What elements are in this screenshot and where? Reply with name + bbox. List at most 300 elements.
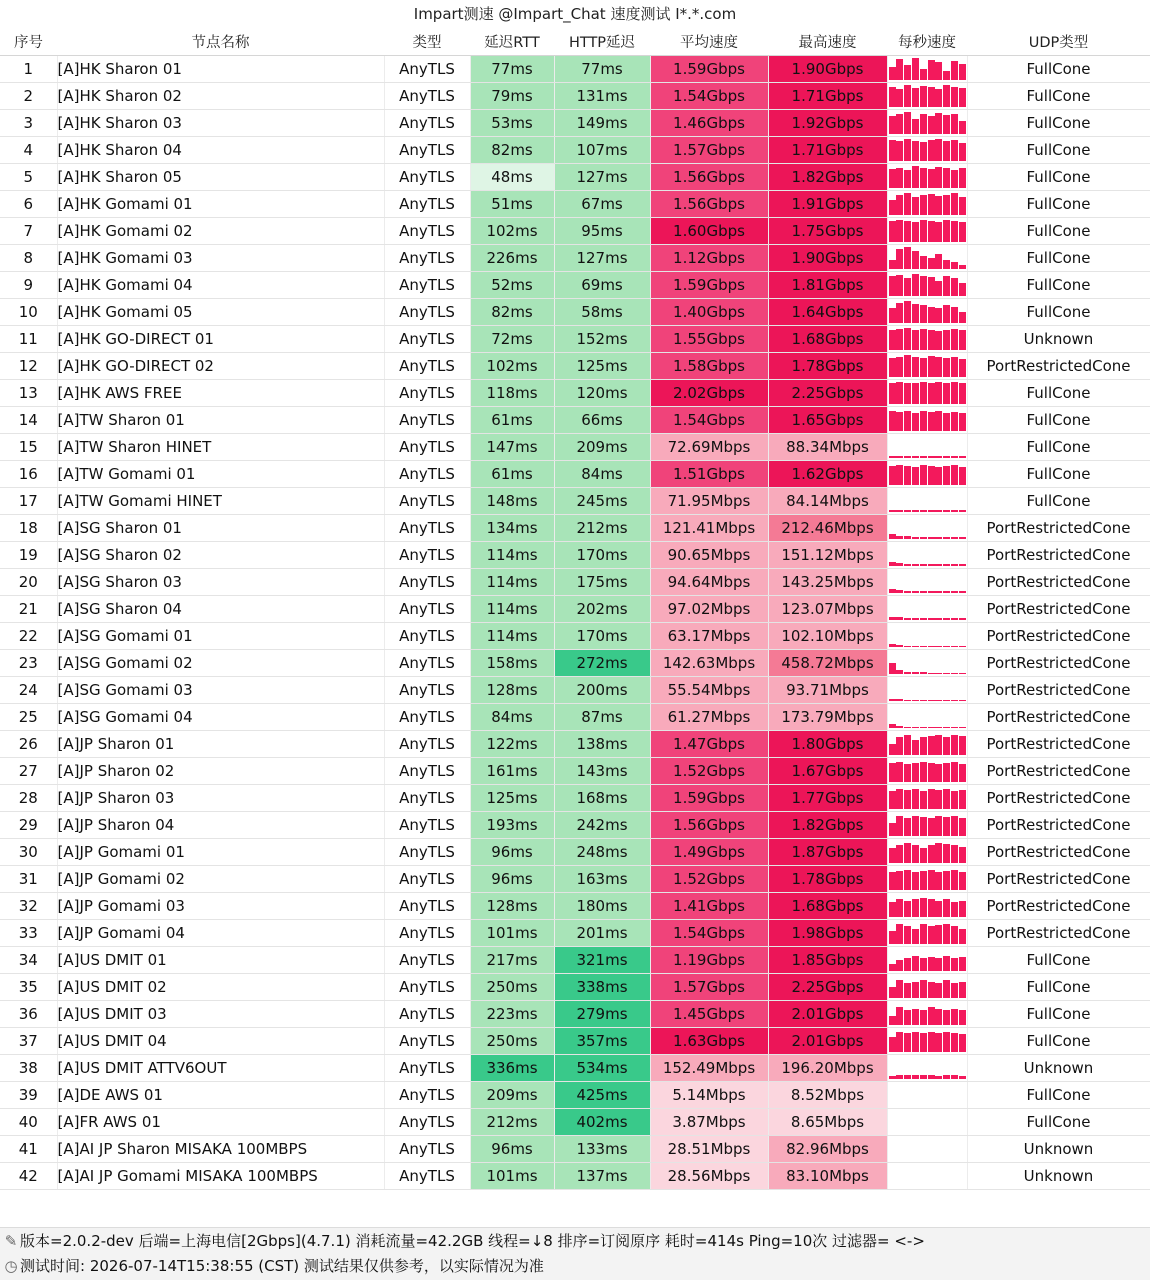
max-speed-value: 1.80Gbps <box>768 731 887 758</box>
speed-bar <box>920 1010 927 1025</box>
udp-type-value: FullCone <box>967 1028 1150 1055</box>
node-name: [A]HK GO-DIRECT 02 <box>57 353 384 380</box>
speed-sparkline <box>889 1030 967 1052</box>
row-index: 37 <box>0 1028 57 1055</box>
udp-type-value: Unknown <box>967 1055 1150 1082</box>
udp-type-value: FullCone <box>967 1001 1150 1028</box>
node-name: [A]JP Gomami 01 <box>57 839 384 866</box>
speed-sparkline <box>889 1084 967 1106</box>
speed-sparkline <box>889 1138 967 1160</box>
speed-bar <box>928 537 935 539</box>
speed-bar <box>943 85 950 107</box>
row-index: 32 <box>0 893 57 920</box>
node-name: [A]HK Sharon 03 <box>57 110 384 137</box>
max-speed-value: 93.71Mbps <box>768 677 887 704</box>
per-second-speed-graph <box>887 1082 967 1109</box>
http-latency-value: 170ms <box>554 623 650 650</box>
node-name: [A]US DMIT 02 <box>57 974 384 1001</box>
speed-bar <box>935 467 942 485</box>
speed-bar <box>928 564 935 566</box>
speed-bar <box>951 307 958 324</box>
speed-bar <box>928 140 935 161</box>
row-index: 8 <box>0 245 57 272</box>
node-name: [A]JP Sharon 04 <box>57 812 384 839</box>
node-name: [A]SG Sharon 01 <box>57 515 384 542</box>
per-second-speed-graph <box>887 272 967 299</box>
node-type: AnyTLS <box>384 137 470 164</box>
speed-sparkline <box>889 139 967 161</box>
speed-bar <box>935 1033 942 1052</box>
node-type: AnyTLS <box>384 353 470 380</box>
node-name: [A]JP Gomami 04 <box>57 920 384 947</box>
speed-bar <box>904 818 911 836</box>
speed-bar <box>943 1010 950 1025</box>
speed-bar <box>912 251 919 269</box>
max-speed-value: 1.92Gbps <box>768 110 887 137</box>
rtt-value: 82ms <box>470 299 554 326</box>
speed-bar <box>904 65 911 80</box>
max-speed-value: 1.71Gbps <box>768 83 887 110</box>
table-row <box>0 353 1150 380</box>
speed-bar <box>896 726 903 728</box>
speed-bar <box>951 816 958 836</box>
speed-bar <box>935 901 942 918</box>
max-speed-value: 1.82Gbps <box>768 164 887 191</box>
speed-bar <box>943 456 950 458</box>
speed-bar <box>912 166 919 188</box>
speed-bar <box>889 87 896 107</box>
speed-bar <box>889 67 896 80</box>
row-index: 33 <box>0 920 57 947</box>
row-index: 12 <box>0 353 57 380</box>
rtt-value: 114ms <box>470 623 554 650</box>
per-second-speed-graph <box>887 596 967 623</box>
speed-bar <box>904 278 911 296</box>
node-name: [A]TW Gomami HINET <box>57 488 384 515</box>
speed-bar <box>928 194 935 215</box>
node-type: AnyTLS <box>384 245 470 272</box>
avg-speed-value: 1.19Gbps <box>650 947 768 974</box>
max-speed-value: 458.72Mbps <box>768 650 887 677</box>
speed-bar <box>928 87 935 107</box>
avg-speed-value: 1.12Gbps <box>650 245 768 272</box>
per-second-speed-graph <box>887 380 967 407</box>
speed-bar <box>896 329 903 350</box>
speed-bar <box>959 764 966 782</box>
row-index: 7 <box>0 218 57 245</box>
node-type: AnyTLS <box>384 434 470 461</box>
speed-sparkline <box>889 58 967 80</box>
speed-bar <box>959 456 966 458</box>
speed-bar <box>951 983 958 998</box>
speed-bar <box>951 845 958 863</box>
http-latency-value: 201ms <box>554 920 650 947</box>
speed-bar <box>935 382 942 404</box>
speed-bar <box>912 1075 919 1079</box>
speed-bar <box>959 700 966 701</box>
header-avg-speed: 平均速度 <box>650 28 768 56</box>
rtt-value: 114ms <box>470 542 554 569</box>
node-type: AnyTLS <box>384 1001 470 1028</box>
table-row <box>0 596 1150 623</box>
speed-bar <box>959 265 966 269</box>
node-type: AnyTLS <box>384 191 470 218</box>
speed-bar <box>959 646 966 647</box>
table-row <box>0 569 1150 596</box>
speed-sparkline <box>889 490 967 512</box>
node-name: [A]AI JP Gomami MISAKA 100MBPS <box>57 1163 384 1190</box>
speed-bar <box>920 700 927 701</box>
udp-type-value: FullCone <box>967 1082 1150 1109</box>
rtt-value: 53ms <box>470 110 554 137</box>
speed-bar <box>951 618 958 620</box>
speed-bar <box>959 872 966 890</box>
max-speed-value: 123.07Mbps <box>768 596 887 623</box>
speed-bar <box>943 168 950 188</box>
node-type: AnyTLS <box>384 83 470 110</box>
speed-bar <box>951 870 958 890</box>
node-type: AnyTLS <box>384 488 470 515</box>
avg-speed-value: 1.59Gbps <box>650 56 768 83</box>
speed-bar <box>920 465 927 485</box>
speed-bar <box>889 200 896 215</box>
speed-bar <box>912 304 919 323</box>
table-row <box>0 1109 1150 1136</box>
speed-sparkline <box>889 436 967 458</box>
avg-speed-value: 1.56Gbps <box>650 164 768 191</box>
speed-bar <box>935 308 942 323</box>
speed-bar <box>912 467 919 485</box>
speed-bar <box>912 141 919 161</box>
max-speed-value: 1.91Gbps <box>768 191 887 218</box>
speed-bar <box>889 169 896 188</box>
node-type: AnyTLS <box>384 1028 470 1055</box>
node-name: [A]HK Sharon 04 <box>57 137 384 164</box>
speed-bar <box>928 169 935 188</box>
rtt-value: 128ms <box>470 677 554 704</box>
speed-bar <box>943 1032 950 1052</box>
speed-bar <box>904 1010 911 1025</box>
node-name: [A]SG Sharon 03 <box>57 569 384 596</box>
speed-bar <box>943 466 950 485</box>
table-row <box>0 245 1150 272</box>
speed-bar <box>904 355 911 377</box>
avg-speed-value: 28.56Mbps <box>650 1163 768 1190</box>
row-index: 6 <box>0 191 57 218</box>
per-second-speed-graph <box>887 920 967 947</box>
footer-info-bar <box>0 1227 1150 1254</box>
http-latency-value: 245ms <box>554 488 650 515</box>
speed-bar <box>959 929 966 944</box>
max-speed-value: 143.25Mbps <box>768 569 887 596</box>
speed-bar <box>904 790 911 809</box>
row-index: 31 <box>0 866 57 893</box>
speed-bar <box>943 195 950 215</box>
table-row <box>0 515 1150 542</box>
udp-type-value: PortRestrictedCone <box>967 650 1150 677</box>
speed-sparkline <box>889 625 967 647</box>
udp-type-value: FullCone <box>967 1109 1150 1136</box>
footer-time-bar <box>0 1253 1150 1280</box>
row-index: 20 <box>0 569 57 596</box>
table-row <box>0 137 1150 164</box>
avg-speed-value: 142.63Mbps <box>650 650 768 677</box>
udp-type-value: PortRestrictedCone <box>967 758 1150 785</box>
http-latency-value: 425ms <box>554 1082 650 1109</box>
speed-bar <box>920 646 927 647</box>
node-type: AnyTLS <box>384 758 470 785</box>
speed-bar <box>896 617 903 620</box>
max-speed-value: 1.78Gbps <box>768 353 887 380</box>
per-second-speed-graph <box>887 785 967 812</box>
node-type: AnyTLS <box>384 569 470 596</box>
avg-speed-value: 1.56Gbps <box>650 812 768 839</box>
speed-bar <box>959 957 966 971</box>
node-type: AnyTLS <box>384 785 470 812</box>
avg-speed-value: 1.56Gbps <box>650 191 768 218</box>
speed-bar <box>920 672 927 674</box>
speed-bar <box>912 456 919 458</box>
table-row <box>0 1055 1150 1082</box>
speed-bar <box>935 331 942 350</box>
speed-bar <box>904 727 911 728</box>
table-row <box>0 650 1150 677</box>
speed-bar <box>904 328 911 350</box>
table-row <box>0 677 1150 704</box>
speed-bar <box>920 871 927 890</box>
avg-speed-value: 1.49Gbps <box>650 839 768 866</box>
speed-bar <box>943 383 950 404</box>
speed-bar <box>943 330 950 350</box>
rtt-value: 96ms <box>470 839 554 866</box>
speed-bar <box>951 958 958 971</box>
speed-bar <box>889 330 896 350</box>
speed-bar <box>935 456 942 458</box>
node-type: AnyTLS <box>384 920 470 947</box>
max-speed-value: 1.71Gbps <box>768 137 887 164</box>
speed-bar <box>904 1033 911 1052</box>
rtt-value: 147ms <box>470 434 554 461</box>
max-speed-value: 83.10Mbps <box>768 1163 887 1190</box>
speed-sparkline <box>889 409 967 431</box>
node-type: AnyTLS <box>384 407 470 434</box>
speed-bar <box>928 510 935 512</box>
avg-speed-value: 28.51Mbps <box>650 1136 768 1163</box>
http-latency-value: 133ms <box>554 1136 650 1163</box>
node-name: [A]AI JP Sharon MISAKA 100MBPS <box>57 1136 384 1163</box>
speed-bar <box>935 843 942 863</box>
speed-bar <box>935 591 942 593</box>
speed-bar <box>928 1032 935 1052</box>
speed-bar <box>896 249 903 269</box>
node-name: [A]JP Gomami 03 <box>57 893 384 920</box>
http-latency-value: 338ms <box>554 974 650 1001</box>
avg-speed-value: 1.59Gbps <box>650 272 768 299</box>
speed-bar <box>904 247 911 269</box>
node-type: AnyTLS <box>384 839 470 866</box>
speed-bar <box>928 1007 935 1025</box>
avg-speed-value: 71.95Mbps <box>650 488 768 515</box>
udp-type-value: PortRestrictedCone <box>967 920 1150 947</box>
speed-bar <box>904 926 911 944</box>
http-latency-value: 107ms <box>554 137 650 164</box>
speed-bar <box>935 196 942 215</box>
speed-bar <box>896 924 903 944</box>
speed-bar <box>889 724 896 728</box>
speed-bar <box>935 281 942 296</box>
per-second-speed-graph <box>887 1055 967 1082</box>
speed-bar <box>951 170 958 188</box>
rtt-value: 61ms <box>470 407 554 434</box>
speed-bar <box>951 673 958 674</box>
speed-bar <box>889 987 896 998</box>
speed-bar <box>912 816 919 836</box>
speed-sparkline <box>889 895 967 917</box>
speed-bar <box>912 899 919 917</box>
avg-speed-value: 1.46Gbps <box>650 110 768 137</box>
node-type: AnyTLS <box>384 380 470 407</box>
rtt-value: 96ms <box>470 866 554 893</box>
footer-info-text: 版本=2.0.2-dev 后端=上海电信[2Gbps](4.7.1) 消耗流量=42.2GB 线程=↓8 排序=订阅原序 耗时=414s Ping=10次 过滤器= <-> <box>20 1232 925 1250</box>
speed-bar <box>904 672 911 674</box>
speed-bar <box>904 112 911 134</box>
table-row <box>0 704 1150 731</box>
per-second-speed-graph <box>887 650 967 677</box>
node-name: [A]HK Gomami 01 <box>57 191 384 218</box>
rtt-value: 61ms <box>470 461 554 488</box>
speed-bar <box>935 139 942 161</box>
speed-bar <box>951 329 958 350</box>
rtt-value: 79ms <box>470 83 554 110</box>
speed-bar <box>889 823 896 836</box>
speed-bar <box>920 220 927 242</box>
per-second-speed-graph <box>887 947 967 974</box>
speed-bar <box>943 980 950 998</box>
speed-bar <box>920 168 927 188</box>
table-row <box>0 488 1150 515</box>
speed-bar <box>951 357 958 377</box>
speed-bar <box>951 278 958 296</box>
http-latency-value: 200ms <box>554 677 650 704</box>
speed-bar <box>896 845 903 863</box>
speed-bar <box>959 901 966 918</box>
udp-type-value: PortRestrictedCone <box>967 569 1150 596</box>
speed-bar <box>951 564 958 566</box>
max-speed-value: 1.87Gbps <box>768 839 887 866</box>
header-http-latency: HTTP延迟 <box>554 28 650 56</box>
node-type: AnyTLS <box>384 1136 470 1163</box>
speed-bar <box>951 87 958 107</box>
avg-speed-value: 61.27Mbps <box>650 704 768 731</box>
avg-speed-value: 94.64Mbps <box>650 569 768 596</box>
avg-speed-value: 97.02Mbps <box>650 596 768 623</box>
speed-bar <box>959 359 966 377</box>
http-latency-value: 170ms <box>554 542 650 569</box>
speed-bar <box>912 383 919 404</box>
header-rtt: 延迟RTT <box>470 28 554 56</box>
node-type: AnyTLS <box>384 596 470 623</box>
per-second-speed-graph <box>887 569 967 596</box>
speed-bar <box>943 358 950 377</box>
speed-bar <box>889 358 896 377</box>
rtt-value: 101ms <box>470 1163 554 1190</box>
speed-bar <box>920 1075 927 1079</box>
http-latency-value: 138ms <box>554 731 650 758</box>
speed-sparkline <box>889 463 967 485</box>
speed-bar <box>889 456 896 458</box>
http-latency-value: 87ms <box>554 704 650 731</box>
speed-bar <box>959 467 966 485</box>
rtt-value: 96ms <box>470 1136 554 1163</box>
row-index: 24 <box>0 677 57 704</box>
udp-type-value: Unknown <box>967 326 1150 353</box>
udp-type-value: FullCone <box>967 947 1150 974</box>
speed-bar <box>935 646 942 647</box>
speed-bar <box>889 411 896 431</box>
speed-bar <box>951 700 958 701</box>
speed-bar <box>959 413 966 431</box>
node-type: AnyTLS <box>384 677 470 704</box>
speed-sparkline <box>889 679 967 701</box>
node-type: AnyTLS <box>384 110 470 137</box>
udp-type-value: FullCone <box>967 461 1150 488</box>
speed-bar <box>904 85 911 107</box>
http-latency-value: 248ms <box>554 839 650 866</box>
node-name: [A]US DMIT ATTV6OUT <box>57 1055 384 1082</box>
speed-bar <box>935 537 942 539</box>
speed-bar <box>912 591 919 593</box>
speed-bar <box>889 221 896 242</box>
per-second-speed-graph <box>887 1001 967 1028</box>
speed-sparkline <box>889 760 967 782</box>
speed-bar <box>912 872 919 890</box>
udp-type-value: PortRestrictedCone <box>967 515 1150 542</box>
row-index: 3 <box>0 110 57 137</box>
speed-sparkline <box>889 733 967 755</box>
speed-bar <box>920 762 927 782</box>
speed-bar <box>920 329 927 350</box>
table-row <box>0 947 1150 974</box>
speed-bar <box>912 845 919 863</box>
udp-type-value: PortRestrictedCone <box>967 353 1150 380</box>
node-name: [A]SG Gomami 01 <box>57 623 384 650</box>
speed-bar <box>912 413 919 431</box>
rtt-value: 48ms <box>470 164 554 191</box>
speed-sparkline <box>889 976 967 998</box>
speed-bar <box>928 307 935 324</box>
speed-bar <box>935 254 942 269</box>
per-second-speed-graph <box>887 974 967 1001</box>
http-latency-value: 202ms <box>554 596 650 623</box>
speed-bar <box>904 958 911 971</box>
speed-bar <box>889 744 896 755</box>
speed-bar <box>935 618 942 620</box>
speed-bar <box>912 982 919 999</box>
udp-type-value: PortRestrictedCone <box>967 812 1150 839</box>
rtt-value: 125ms <box>470 785 554 812</box>
speed-bar <box>928 789 935 809</box>
http-latency-value: 77ms <box>554 56 650 83</box>
rtt-value: 122ms <box>470 731 554 758</box>
per-second-speed-graph <box>887 758 967 785</box>
table-body <box>0 56 1150 1190</box>
udp-type-value: PortRestrictedCone <box>967 893 1150 920</box>
speed-bar <box>935 1009 942 1026</box>
speed-sparkline <box>889 112 967 134</box>
row-index: 10 <box>0 299 57 326</box>
node-type: AnyTLS <box>384 1055 470 1082</box>
speed-bar <box>928 673 935 674</box>
